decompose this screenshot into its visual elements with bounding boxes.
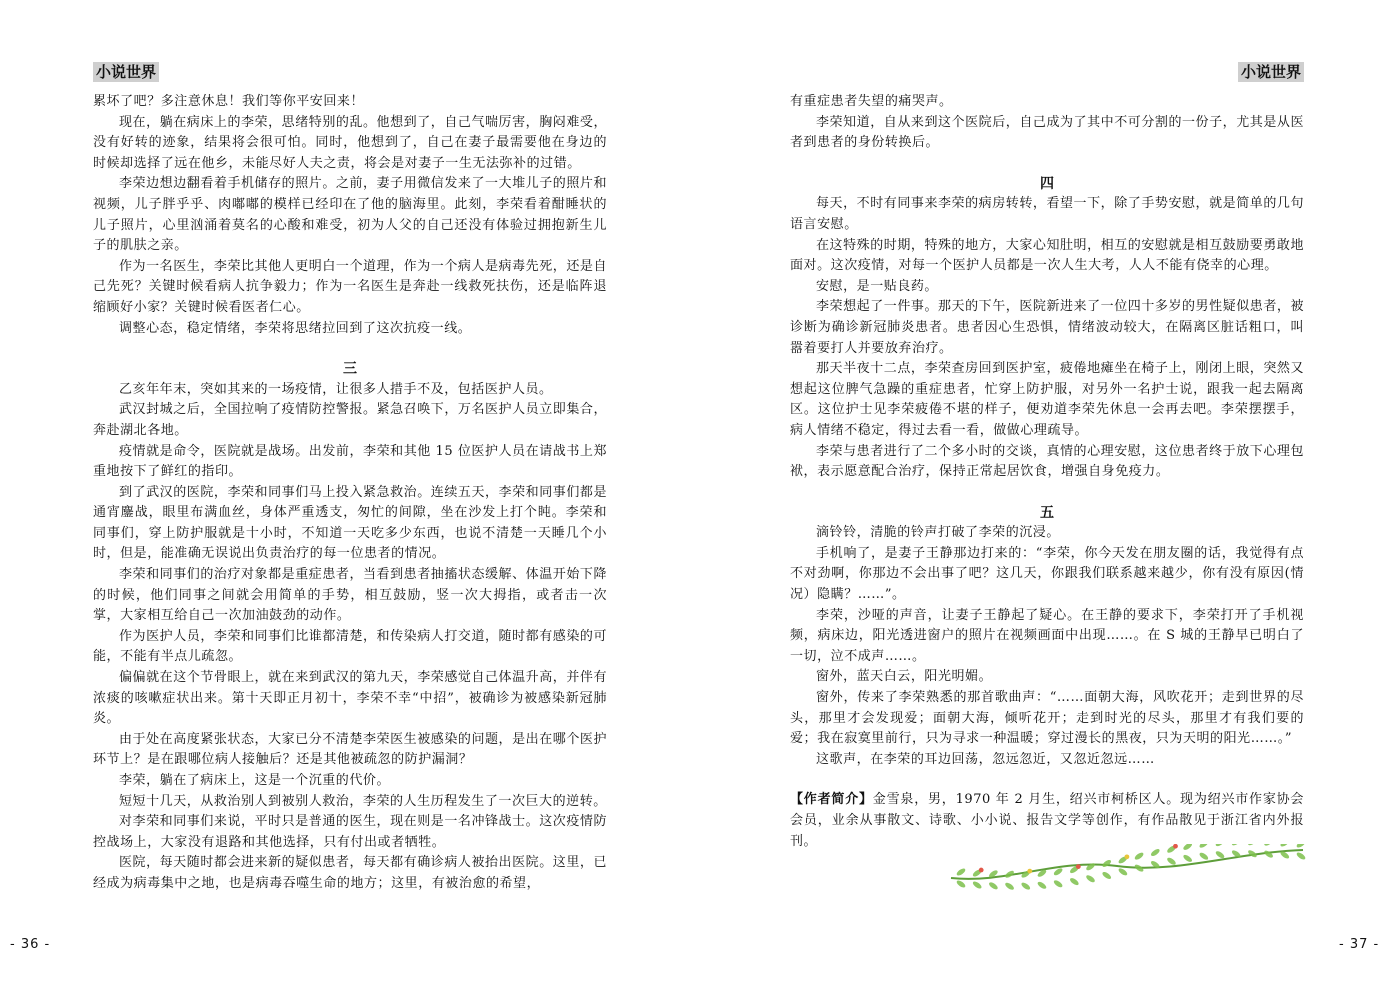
paragraph: 医院，每天随时都会进来新的疑似患者，每天都有确诊病人被抬出医院。这里，已经成为病毒集中之地，也是病毒吞噬生命的地方；这里，有被治愈的希望， [93,855,607,891]
paragraph: 每天，不时有同事来李荣的病房转转，看望一下，除了手势安慰，就是简单的几句语言安慰。 [790,196,1304,232]
paragraph: 李荣想起了一件事。那天的下午，医院新进来了一位四十多岁的男性疑似患者，被诊断为确诊新冠肺炎患者。患者因心生恐惧，情绪波动较大，在隔离区脏话粗口，叫嚣着要打人并要放弃治疗。 [790,299,1304,356]
paragraph: 到了武汉的医院，李荣和同事们马上投入紧急救治。连续五天，李荣和同事们都是通宵鏖战，眼里布满血丝，身体严重透支，匆忙的间隙，坐在沙发上打个盹。李荣和同事们，穿上防护服就是十小时，不知道一天吃多少东西，也说不清楚一天睡几个小时，但是，能准确无误说出负责治疗的每一位患者的情况。 [93,484,607,562]
vine-leaf [1263,844,1274,847]
paragraph: 作为一名医生，李荣比其他人更明白一个道理，作为一个病人是病毒先死，还是自己先死？关键时候看病人抗争毅力；作为一名医生是奔赴一线救死扶伤，还是临阵退缩顾好小家？关键时候看医者仁心。 [93,258,607,315]
vine-leaf [1279,844,1290,848]
vine-leaf [1101,859,1112,869]
page-number-right: - 37 - [1339,937,1380,952]
paragraph: 作为医护人员，李荣和同事们比谁都清楚，和传染病人打交道，随时都有感染的可能，不能有半点儿疏忽。 [93,628,607,665]
vine-leaf [1215,850,1226,860]
paragraph: 调整心态，稳定情绪，李荣将思绪拉回到了这次抗疫一线。 [119,320,472,336]
vine-leaf [988,881,999,890]
paragraph: 李荣与患者进行了二个多小时的交谈，真情的心理安慰，这位患者终于放下心理包袱，表示愿意配合治疗，保持正常起居饮食，增强自身免疫力。 [790,443,1304,480]
section-heading-four: 四 [1040,175,1054,192]
section-heading-three: 三 [343,361,357,378]
paragraph: 有重症患者失望的痛哭声。 [790,94,953,109]
paragraph: 对李荣和同事们来说，平时只是普通的医生，现在则是一名冲锋战士。这次疫情防控战场上，大家没有退路和其他选择，只有付出或者牺牲。 [93,814,607,850]
vine-leaf [1150,848,1161,858]
author-bio [790,790,1304,852]
running-head-left: 小说世界 [93,60,607,84]
vine-berry [1027,869,1032,874]
vine-leaf [1198,844,1209,849]
vine-leaf [1069,877,1080,887]
vine-berry [1076,864,1081,869]
paragraph: 这歌声，在李荣的耳边回荡，忽远忽近，又忽近忽远…… [816,751,1155,767]
paragraph: 窗外，传来了李荣熟悉的那首歌曲声：“……面朝大海，风吹花开；走到世界的尽头，那里才会发现爱；面朝大海，倾听花开；走到时光的尽头，那里才有我们要的爱；我在寂寞里前行，只为寻求一种温暖；穿过漫长的黑夜，只为天明的阳光……。” [790,690,1304,747]
paragraph: 现在，躺在病床上的李荣，思绪特别的乱。他想到了，自己气喘厉害，胸闷难受，没有好转的迹象，结果将会很可怕。同时，他想到了，自己在妻子最需要他在身边的时候却选择了远在他乡，未能尽好人夫之责，将会是对妻子一生无法弥补的过错。 [93,114,607,171]
vine-leaf [972,880,983,890]
vine-leaf [956,867,967,877]
paragraph: 乙亥年年末，突如其来的一场疫情，让很多人措手不及，包括医护人员。 [119,381,553,397]
vine-leaf [1020,881,1031,890]
vine-leaf [1134,851,1145,861]
vine-leaf [1053,879,1064,889]
vine-leaf [1296,844,1307,849]
vine-leaf [1085,862,1096,872]
paragraph: 李荣边想边翻看着手机储存的照片。之前，妻子用微信发来了一大堆儿子的照片和视频，儿子胖乎乎、肉嘟嘟的模样已经印在了他的脑海里。此刻，李荣看着酣睡状的儿子照片，心里汹涌着莫名的心酸和难受，初为人父的自己还没有体验过拥抱新生儿子的肌肤之亲。 [93,176,607,254]
vine-berry [1173,844,1178,849]
vine-leaf [1166,856,1177,866]
vine-leaf [1215,844,1226,848]
paragraph: 李荣，沙哑的声音，让妻子王静起了疑心。在王静的要求下，李荣打开了手机视频，病床边，阳光透进窗户的照片在视频画面中出现……。在 S 城的王静早已明白了一切，泣不成声……。 [790,607,1304,664]
paragraph: 那天半夜十二点，李荣查房回到医护室，疲倦地瘫坐在椅子上，刚闭上眼，突然又想起这位脾气急躁的重症患者，忙穿上防护服，对另外一名护士说，跟我一起去隔离区。这位护士见李荣疲倦不堪的样子，便劝道李荣先休息一会再去吧。李荣摆摆手，病人情绪不稳定，得过去看一看，做做心理疏导。 [790,361,1304,438]
paragraph: 短短十几天，从救治别人到被别人救治，李荣的人生历程发生了一次巨大的逆转。 [119,793,607,809]
paragraph: 手机响了，是妻子王静那边打来的：“李荣，你今天发在朋友圈的话，我觉得有点不对劲啊，你那边不会出事了吧？这几天，你跟我们联系越来越少，你有没有原因(情况）隐瞒？……”。 [790,545,1304,603]
paragraph: 滴铃铃，清脆的铃声打破了李荣的沉浸。 [816,525,1060,541]
vine-leaf [1117,867,1128,877]
vine-leaf [1182,854,1193,864]
paragraph: 在这特殊的时期，特殊的地方，大家心知肚明，相互的安慰就是相互鼓励要勇敢地面对。这次疫情，对每一个医护人员都是一次人生大考，人人不能有侥幸的心理。 [790,237,1304,274]
paragraph: 累坏了吧？多注意休息！我们等你平安回来！ [93,94,365,109]
paragraph: 武汉封城之后，全国拉响了疫情防控警报。紧急召唤下，万名医护人员立即集合，奔赴湖北各地。 [93,402,607,438]
leafy-vine-illustration [947,844,1307,890]
paragraph: 安慰，是一贴良药。 [816,278,938,294]
paragraph: 李荣知道，自从来到这个医院后，自己成为了其中不可分割的一份子，尤其是从医者到患者的身份转换后。 [790,114,1304,151]
author-bio-label: 【作者简介】 [790,792,873,808]
right-column [790,92,1304,852]
paragraph: 李荣和同事们的治疗对象都是重症患者，当看到患者抽搐状态缓解、体温开始下降的时候，他们同事之间就会用简单的手势，相互鼓励，竖一次大拇指，或者击一次掌，大家相互给自己一次加油鼓劲的动作。 [93,567,607,624]
vine-berry [979,868,984,873]
running-head-right: 小说世界 [790,60,1304,84]
vine-leaf [1247,844,1258,847]
vine-leaf [1101,871,1112,881]
vine-leaf [1231,844,1242,847]
vine-leaf [1036,880,1047,890]
vine-leaf [1085,874,1096,884]
vine-leaf [1182,844,1193,851]
paragraph: 由于处在高度紧张状态，大家已分不清楚李荣医生被感染的问题，是出在哪个医护环节上？是在跟哪位病人接触后？还是其他被疏忽的防护漏洞？ [93,731,607,768]
vine-leaf [956,879,967,889]
left-column [93,92,607,895]
vine-leaf [1004,881,1015,890]
page-number-left: - 36 - [10,937,51,952]
vine-leaf [1296,851,1307,861]
vine-leaf [1198,851,1209,861]
paragraph: 疫情就是命令，医院就是战场。出发前，李荣和其他 15 位医护人员在请战书上郑重地按下了鲜红的指印。 [93,443,607,480]
paragraph: 偏偏就在这个节骨眼上，就在来到武汉的第九天，李荣感觉自己体温升高，并伴有浓痰的咳嗽症状出来。第十天即正月初十，李荣不幸“中招”，被确诊为被感染新冠肺炎。 [93,670,607,727]
paragraph: 李荣，躺在了病床上，这是一个沉重的代价。 [119,773,391,788]
paragraph: 窗外，蓝天白云，阳光明媚。 [816,669,993,685]
right-page [699,0,1398,982]
section-heading-five: 五 [1040,504,1054,521]
author-bio-text: 金雪泉，男，1970 年 2 月生，绍兴市柯桥区人。现为绍兴市作家协会会员，业余从事散文、诗歌、小小说、报告文学等创作，有作品散见于浙江省内外报刊。 [790,792,1304,849]
vine-berry [1125,854,1130,859]
